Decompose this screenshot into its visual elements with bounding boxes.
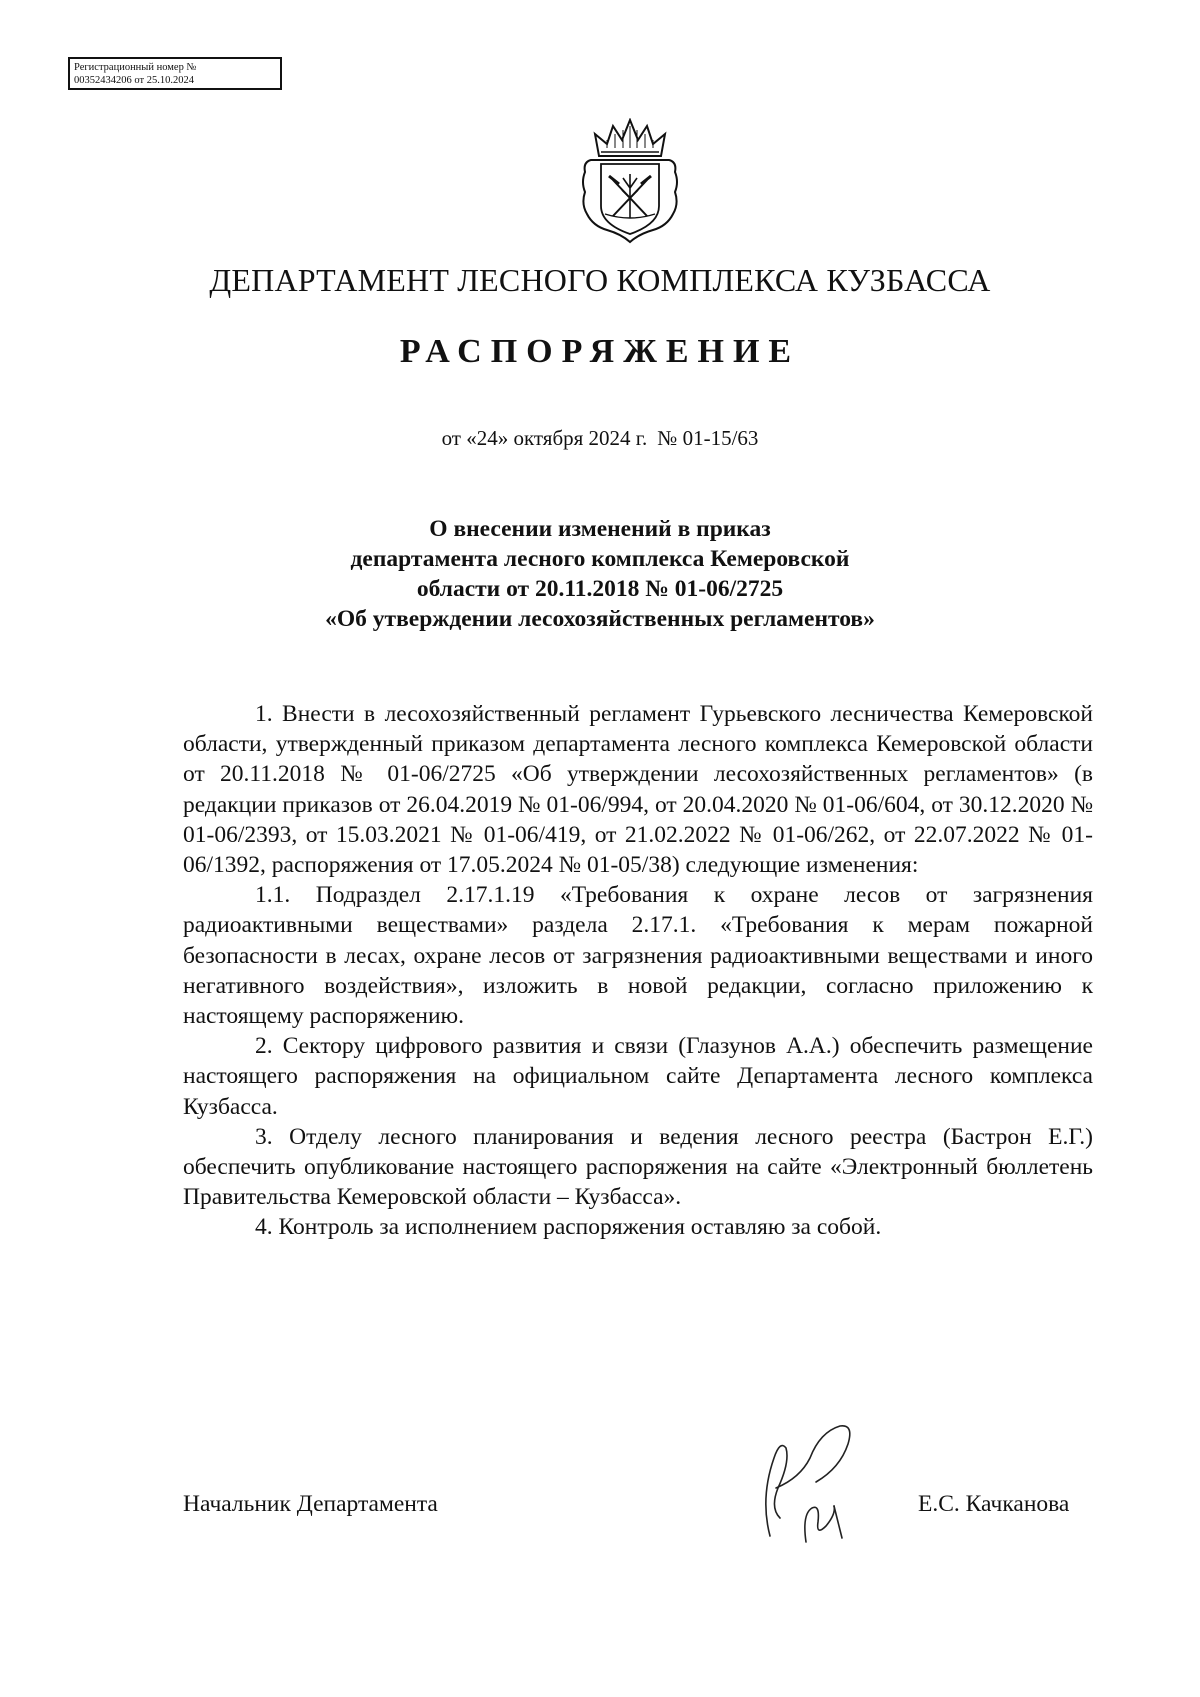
subject-line: «Об утверждении лесохозяйственных регламентов» (325, 606, 875, 632)
department-name: ДЕПАРТАМЕНТ ЛЕСНОГО КОМПЛЕКСА КУЗБАССА (209, 262, 991, 298)
body-paragraph-3: 3. Отделу лесного планирования и ведения лесного реестра (Бастрон Е.Г.) обеспечить опубликование настоящего распоряжения на сайте «Электронный бюллетень Правительства Кемеровской области – Кузбасса». (183, 1123, 1093, 1211)
signer-name: Е.С. Качканова (918, 1491, 1070, 1517)
body-paragraph-1: 1. Внести в лесохозяйственный регламент Гурьевского лесничества Кемеровской области, утвержденный приказом департамента лесного комплекса Кемеровской области от 20.11.2018 № 01-06/2725 «Об утверждении лесохозяйственных регламентов» (в редакции приказов от 26.04.2019 № 01-06/994, от 20.04.2020 № 01-06/604, от 30.12.2020 № 01-06/2393, от 15.03.2021 № 01-06/419, от 21.02.2022 № 01-06/262, от 22.07.2022 № 01-06/1392, распоряжения от 17.05.2024 № 01-05/38) следующие изменения: (183, 701, 1093, 879)
subject-line: О внесении изменений в приказ (429, 516, 771, 542)
document-body (183, 699, 1093, 1243)
kuzbass-coat-of-arms-icon (577, 118, 683, 244)
subject-line: департамента лесного комплекса Кемеровской (350, 546, 850, 572)
handwritten-signature (730, 1418, 870, 1548)
body-paragraph-4: 4. Контроль за исполнением распоряжения оставляю за собой. (255, 1214, 882, 1241)
document-subject (150, 514, 1050, 634)
registration-stamp (68, 57, 282, 90)
subject-line: области от 20.11.2018 № 01-06/2725 (416, 576, 784, 602)
document-number: № 01-15/63 (657, 426, 759, 450)
registration-stamp-line1: Регистрационный номер № (74, 62, 197, 73)
document-date-line (0, 426, 1200, 451)
document-type: РАСПОРЯЖЕНИЕ (399, 333, 801, 370)
body-paragraph-2: 2. Сектору цифрового развития и связи (Глазунов А.А.) обеспечить размещение настоящего распоряжения на официальном сайте Департамента лесного комплекса Кузбасса. (183, 1033, 1093, 1120)
registration-stamp-line2: 00352434206 от 25.10.2024 (74, 75, 194, 86)
signer-title: Начальник Департамента (183, 1491, 438, 1517)
body-paragraph-1-1: 1.1. Подраздел 2.17.1.19 «Требования к охране лесов от загрязнения радиоактивными веществами» раздела 2.17.1. «Требования к мерам пожарной безопасности в лесах, охране лесов от загрязнения радиоактивными веществами и иного негативного воздействия», изложить в новой редакции, согласно приложению к настоящему распоряжению. (183, 882, 1093, 1030)
document-date: от «24» октября 2024 г. (441, 426, 648, 450)
